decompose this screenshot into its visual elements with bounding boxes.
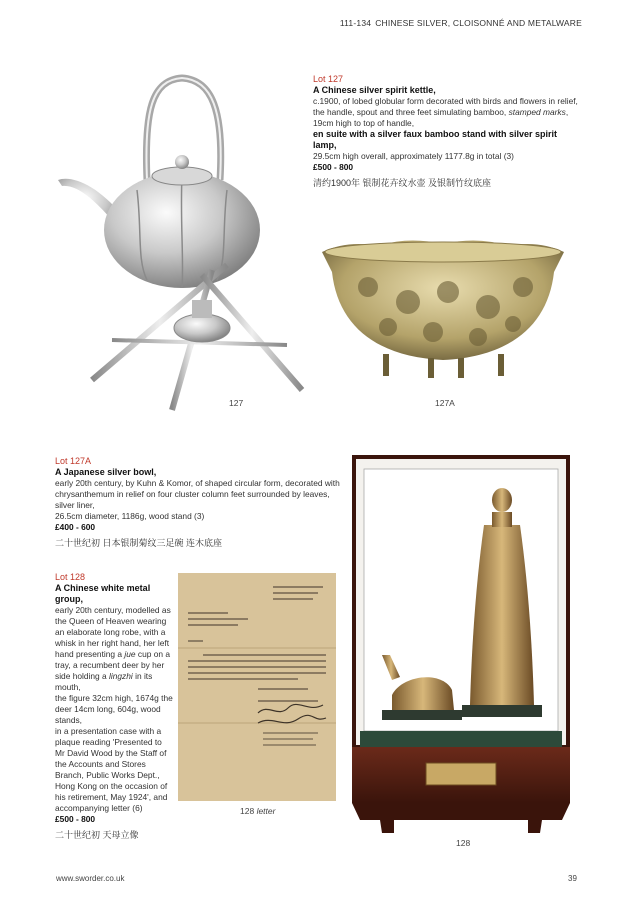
lot-desc bbox=[55, 605, 173, 693]
lot-desc-italic-lingzhi: lingzhi bbox=[109, 671, 133, 681]
lot-number: Lot 128 bbox=[55, 572, 86, 582]
lot-127a-description bbox=[55, 456, 351, 549]
lot-desc-a: early 20th century, modelled as the Queen of Heaven wearing an elaborate long robe, with a whisk in her right hand, her left hand presenting a bbox=[55, 605, 171, 659]
footer-website[interactable]: www.sworder.co.uk bbox=[56, 874, 125, 883]
caption-128-letter bbox=[240, 806, 275, 816]
caption-127a: 127A bbox=[435, 398, 455, 408]
page-number: 39 bbox=[568, 874, 577, 883]
lot-chinese-title: 清约1900年 银制花卉纹水壶 及银制竹纹底座 bbox=[313, 178, 492, 188]
lot-weight: 29.5cm high overall, approximately 1177.8g in total (3) bbox=[313, 151, 514, 161]
caption-127: 127 bbox=[229, 398, 244, 408]
caption-number: 128 bbox=[240, 806, 255, 816]
lot-128-description bbox=[55, 572, 173, 841]
lot-desc-italic-jue: jue bbox=[124, 649, 136, 659]
lot-title: A Chinese silver spirit kettle, bbox=[313, 85, 436, 95]
lot-desc-c: in its mouth, bbox=[55, 671, 153, 692]
lot-provenance: in a presentation case with a plaque reading 'Presented to Mr David Wood by the Staff of the Accounts and Stores Branch, Public Works Dept., Hong Kong on the occasion of his retirement, May 1924', and accompanying letter (6) bbox=[55, 726, 168, 813]
lot-127-description bbox=[313, 74, 578, 189]
lot-size: the figure 32cm high, 1674g the deer 14cm long, 604g, wood stands, bbox=[55, 693, 173, 725]
bowl-photo bbox=[318, 232, 568, 382]
kettle-photo bbox=[52, 70, 322, 420]
lot-size: 26.5cm diameter, 1186g, wood stand (3) bbox=[55, 511, 205, 521]
header-title: CHINESE SILVER, CLOISONNÉ AND METALWARE bbox=[375, 18, 582, 28]
lot-title: A Chinese white metal group, bbox=[55, 583, 151, 604]
lot-estimate: £400 - 600 bbox=[55, 522, 96, 532]
lot-desc-text: c.1900, of lobed globular form decorated with birds and flowers in relief, the handle, spout and three feet simulating bamboo, bbox=[313, 96, 578, 117]
lot-number: Lot 127 bbox=[313, 74, 344, 84]
display-case-photo bbox=[352, 455, 570, 835]
lot-desc: early 20th century, by Kuhn & Komor, of shaped circular form, decorated with chrysanthemum in relief on four cluster column feet surrounded by leaves, silver liner, bbox=[55, 478, 340, 510]
lot-estimate: £500 - 800 bbox=[313, 162, 354, 172]
lot-chinese-title: 二十世纪初 日本银制菊纹三足碗 连木底座 bbox=[55, 538, 223, 548]
lot-desc: c.1900, of lobed globular form decorated with birds and flowers in relief, the handle, spout and three feet simulating bamboo, stamped marks, bbox=[313, 96, 578, 117]
header-lot-range: 111-134 bbox=[339, 18, 372, 28]
lot-size: 19cm high to top of handle, bbox=[313, 118, 415, 128]
lot-desc-b: cup on a tray, a recumbent deer by her side holding a bbox=[55, 649, 171, 681]
caption-128: 128 bbox=[456, 838, 471, 848]
letter-photo bbox=[178, 573, 336, 801]
lot-desc-italic: stamped marks bbox=[508, 107, 566, 117]
lot-chinese-title: 二十世纪初 天母立像 bbox=[55, 830, 139, 840]
lot-ensuite: en suite with a silver faux bamboo stand with silver spirit lamp, bbox=[313, 129, 558, 150]
lot-number: Lot 127A bbox=[55, 456, 92, 466]
running-header bbox=[340, 18, 582, 28]
lot-estimate: £500 - 800 bbox=[55, 814, 96, 824]
lot-title: A Japanese silver bowl, bbox=[55, 467, 157, 477]
caption-word: letter bbox=[256, 806, 276, 816]
